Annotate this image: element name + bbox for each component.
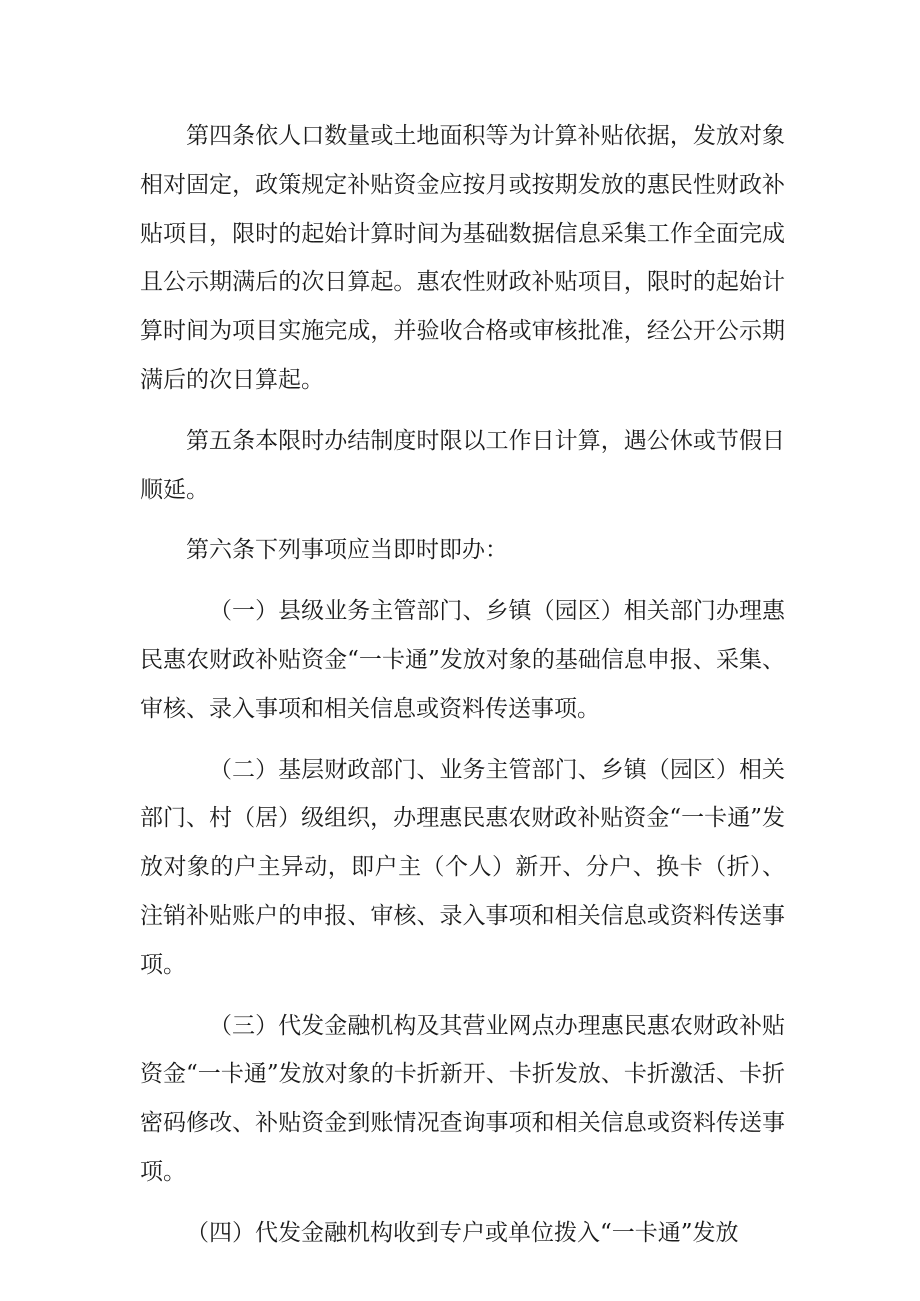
item-4-paragraph: （四）代发金融机构收到专户或单位拨入“一卡通”发放 <box>186 1219 739 1246</box>
article-5-paragraph: 第五条本限时办结制度时限以工作日计算，遇公休或节假日顺延。 <box>140 427 785 503</box>
item-2-paragraph: （二）基层财政部门、业务主管部门、乡镇（园区）相关部门、村（居）级组织，办理惠民惠农财政补贴资金“一卡通”发放对象的户主异动，即户主（个人）新开、分户、换卡（折）、注销补贴账户的申报、审核、录入事项和相关信息或资料传送事项。 <box>140 756 785 978</box>
article-6-paragraph: 第六条下列事项应当即时即办： <box>186 537 508 564</box>
item-1-paragraph: （一）县级业务主管部门、乡镇（园区）相关部门办理惠民惠农财政补贴资金“一卡通”发放对象的基础信息申报、采集、审核、录入事项和相关信息或资料传送事项。 <box>140 598 785 722</box>
document-body <box>140 112 785 1258</box>
article-4-paragraph: 第四条依人口数量或土地面积等为计算补贴依据，发放对象相对固定，政策规定补贴资金应按月或按期发放的惠民性财政补贴项目，限时的起始计算时间为基础数据信息采集工作全面完成且公示期满后的次日算起。惠农性财政补贴项目，限时的起始计算时间为项目实施完成，并验收合格或审核批准，经公开公示期满后的次日算起。 <box>140 123 785 393</box>
item-3-paragraph: （三）代发金融机构及其营业网点办理惠民惠农财政补贴资金“一卡通”发放对象的卡折新开、卡折发放、卡折激活、卡折密码修改、补贴资金到账情况查询事项和相关信息或资料传送事项。 <box>140 1012 785 1185</box>
